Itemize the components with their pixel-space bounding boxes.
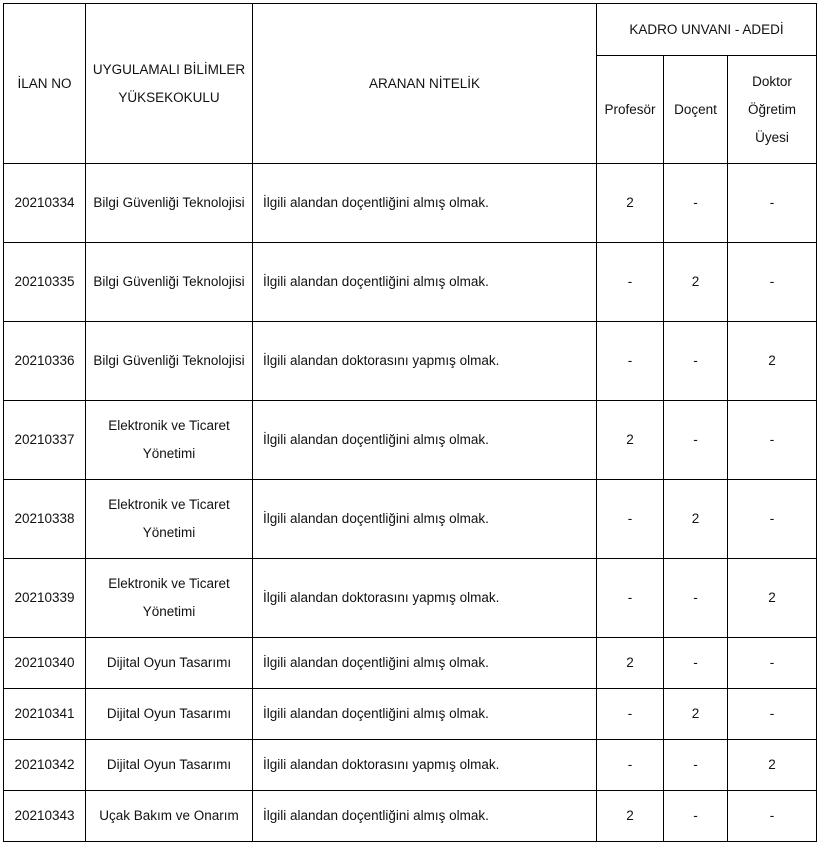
docent-cell: 2 [664, 480, 728, 559]
profesor-cell: - [597, 740, 664, 791]
nitelik-cell: İlgili alandan doktorasını yapmış olmak. [253, 559, 597, 638]
bolum-cell: Dijital Oyun Tasarımı [86, 638, 253, 689]
dou-cell: 2 [728, 740, 817, 791]
ilan-no-cell: 20210343 [4, 791, 86, 842]
nitelik-cell: İlgili alandan doktorasını yapmış olmak. [253, 740, 597, 791]
table-row [4, 164, 817, 243]
bolum-cell: Bilgi Güvenliği Teknolojisi [86, 322, 253, 401]
nitelik-cell: İlgili alandan doçentliğini almış olmak. [253, 480, 597, 559]
dou-cell: - [728, 243, 817, 322]
header-docent: Doçent [664, 56, 728, 164]
dou-cell: 2 [728, 559, 817, 638]
header-profesor: Profesör [597, 56, 664, 164]
ilan-no-cell: 20210334 [4, 164, 86, 243]
ilan-no-cell: 20210340 [4, 638, 86, 689]
docent-cell: - [664, 740, 728, 791]
table-row [4, 791, 817, 842]
header-aranan-nitelik: ARANAN NİTELİK [253, 4, 597, 164]
dou-cell: - [728, 638, 817, 689]
profesor-cell: 2 [597, 638, 664, 689]
docent-cell: - [664, 638, 728, 689]
profesor-cell: - [597, 480, 664, 559]
ilan-no-cell: 20210339 [4, 559, 86, 638]
profesor-cell: 2 [597, 164, 664, 243]
table-row [4, 243, 817, 322]
nitelik-cell: İlgili alandan doçentliğini almış olmak. [253, 689, 597, 740]
profesor-cell: - [597, 689, 664, 740]
bolum-cell: Elektronik ve Ticaret Yönetimi [86, 480, 253, 559]
table-row [4, 401, 817, 480]
docent-cell: - [664, 322, 728, 401]
header-kadro-unvani: KADRO UNVANI - ADEDİ [597, 4, 817, 56]
docent-cell: 2 [664, 689, 728, 740]
ilan-no-cell: 20210342 [4, 740, 86, 791]
bolum-cell: Uçak Bakım ve Onarım [86, 791, 253, 842]
ilan-no-cell: 20210336 [4, 322, 86, 401]
docent-cell: - [664, 791, 728, 842]
docent-cell: - [664, 559, 728, 638]
nitelik-cell: İlgili alandan doktorasını yapmış olmak. [253, 322, 597, 401]
ilan-no-cell: 20210337 [4, 401, 86, 480]
docent-cell: - [664, 164, 728, 243]
kadro-table [3, 3, 817, 842]
dou-cell: - [728, 689, 817, 740]
nitelik-cell: İlgili alandan doçentliğini almış olmak. [253, 791, 597, 842]
ilan-no-cell: 20210338 [4, 480, 86, 559]
table-row [4, 740, 817, 791]
nitelik-cell: İlgili alandan doçentliğini almış olmak. [253, 401, 597, 480]
table-row [4, 689, 817, 740]
docent-cell: 2 [664, 243, 728, 322]
dou-cell: 2 [728, 322, 817, 401]
dou-cell: - [728, 791, 817, 842]
nitelik-cell: İlgili alandan doçentliğini almış olmak. [253, 164, 597, 243]
nitelik-cell: İlgili alandan doçentliğini almış olmak. [253, 638, 597, 689]
header-doktor-ogretim-uyesi: Doktor Öğretim Üyesi [728, 56, 817, 164]
table-row [4, 638, 817, 689]
header-ilan-no: İLAN NO [4, 4, 86, 164]
profesor-cell: - [597, 243, 664, 322]
table-row [4, 480, 817, 559]
header-yuksekokulu: UYGULAMALI BİLİMLER YÜKSEKOKULU [86, 4, 253, 164]
dou-cell: - [728, 480, 817, 559]
table-row [4, 322, 817, 401]
profesor-cell: 2 [597, 791, 664, 842]
profesor-cell: - [597, 559, 664, 638]
profesor-cell: - [597, 322, 664, 401]
table-row [4, 559, 817, 638]
dou-cell: - [728, 401, 817, 480]
ilan-no-cell: 20210335 [4, 243, 86, 322]
nitelik-cell: İlgili alandan doçentliğini almış olmak. [253, 243, 597, 322]
docent-cell: - [664, 401, 728, 480]
bolum-cell: Dijital Oyun Tasarımı [86, 740, 253, 791]
bolum-cell: Elektronik ve Ticaret Yönetimi [86, 401, 253, 480]
bolum-cell: Dijital Oyun Tasarımı [86, 689, 253, 740]
bolum-cell: Elektronik ve Ticaret Yönetimi [86, 559, 253, 638]
ilan-no-cell: 20210341 [4, 689, 86, 740]
bolum-cell: Bilgi Güvenliği Teknolojisi [86, 243, 253, 322]
profesor-cell: 2 [597, 401, 664, 480]
bolum-cell: Bilgi Güvenliği Teknolojisi [86, 164, 253, 243]
dou-cell: - [728, 164, 817, 243]
